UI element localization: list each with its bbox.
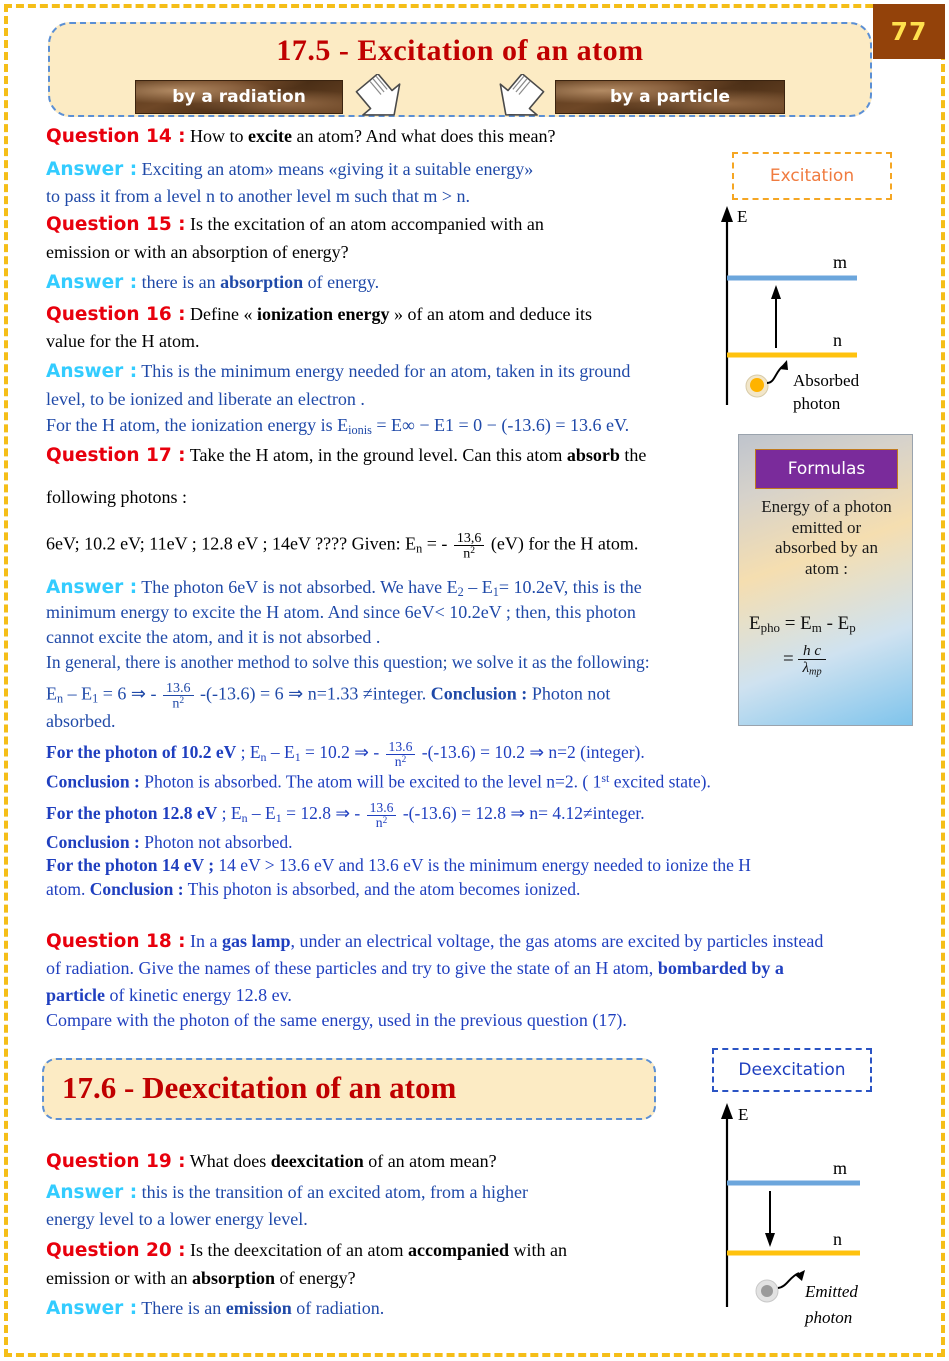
case-14-label: For the photon 14 eV ; — [46, 855, 215, 875]
case-14-text-a: 14 eV > 13.6 eV and 13.6 eV is the minimum energy needed to ionize the H — [214, 855, 751, 875]
question-19-text-b: of an atom mean? — [363, 1151, 497, 1171]
answer-19-label: Answer : — [46, 1182, 138, 1203]
answer-16-text-1: This is the minimum energy needed for an atom, taken in its ground — [141, 361, 631, 381]
answer-20-bold: emission — [225, 1298, 292, 1318]
fraction-numerator-hc: h c — [798, 643, 825, 660]
deexcitation-caption-box — [712, 1048, 872, 1092]
question-18-line3-bold: particle — [46, 985, 105, 1005]
formulas-desc-line-3: absorbed by an — [775, 538, 878, 558]
case-12-8-conclusion-label: Conclusion : — [46, 832, 140, 852]
answer-20 — [46, 1299, 384, 1319]
question-20-line-2 — [46, 1269, 356, 1289]
answer-17-line-3: cannot excite the atom, and it is not absorbed . — [46, 627, 381, 647]
fraction-numerator: 13.6 — [163, 681, 194, 696]
case-10-2-c: = 10.2 ⇒ - — [300, 742, 384, 763]
page-number-value: 77 — [890, 17, 928, 46]
question-18-line-4: Compare with the photon of the same energy, used in the previous question (17). — [46, 1010, 627, 1030]
answer-17-conclusion-label: Conclusion : — [430, 683, 528, 704]
transition-arrow-head — [765, 1233, 775, 1247]
question-15-text-1: Is the excitation of an atom accompanied with an — [190, 214, 544, 234]
formulas-card-title-label: Formulas — [787, 459, 866, 479]
formulas-card — [738, 434, 913, 726]
emitted-photon-label-line2: photon — [805, 1308, 853, 1327]
answer-16-line-3 — [46, 416, 629, 438]
question-15-label: Question 15 : — [46, 214, 186, 235]
chip-by-a-particle-label: by a particle — [610, 87, 730, 107]
case-10-2-sub1: n — [260, 750, 267, 765]
fraction-den-exp: 2 — [382, 815, 388, 826]
question-18-b: , under an electrical voltage, the gas atoms are excited by particles instead — [290, 931, 824, 951]
fraction-denominator — [454, 546, 485, 560]
question-14-label: Question 14 : — [46, 126, 186, 147]
question-17-text-bold: absorb — [566, 445, 620, 465]
excitation-energy-level-diagram — [705, 200, 905, 415]
case-10-2-sub2: 1 — [294, 750, 301, 765]
answer-20-post: of radiation. — [291, 1298, 385, 1318]
section-banner-17-5 — [48, 22, 872, 117]
case-12-8-sub2: 1 — [275, 811, 282, 826]
question-17-text-pre: Take the H atom, in the ground level. Can this atom — [189, 445, 567, 465]
case-12-8-d: -(-13.6) = 12.8 ⇒ n= 4.12≠integer. — [398, 803, 645, 824]
level-label-m: m — [833, 252, 848, 272]
question-16-text-post: » of an atom and deduce its — [389, 304, 592, 324]
case-14-conclusion-text: This photon is absorbed, and the atom becomes ionized. — [183, 879, 581, 899]
question-20-b: with an — [508, 1240, 567, 1260]
case-12-8-ev — [46, 801, 645, 829]
formulas-desc-line-2: emitted or — [791, 517, 862, 537]
question-19-text-a: What does — [189, 1151, 271, 1171]
emitted-photon-label-line1: Emitted — [805, 1282, 858, 1301]
answer-14-line-2: to pass it from a level n to another level m such that m > n. — [46, 186, 471, 206]
answer-17-l5-sub1: n — [57, 691, 64, 706]
fraction-13-6-over-n2 — [454, 531, 485, 560]
fraction-denominator-lambda — [798, 660, 825, 678]
case-12-8-c: = 12.8 ⇒ - — [281, 803, 365, 824]
answer-16-line-3-pre: For the H atom, the ionization energy is E — [46, 415, 349, 435]
answer-15-label: Answer : — [46, 272, 138, 293]
case-10-2-ev — [46, 740, 645, 768]
deexcitation-caption-label: Deexcitation — [738, 1060, 846, 1080]
case-10-2-conclusion-sup: st — [601, 771, 610, 785]
question-14 — [46, 127, 555, 147]
fraction-denominator — [163, 696, 194, 710]
question-17-en-sub: n — [416, 541, 423, 556]
question-19-text-bold: deexcitation — [270, 1151, 364, 1171]
question-16-line-1 — [46, 305, 592, 325]
answer-14-label: Answer : — [46, 159, 138, 180]
chip-by-a-radiation — [135, 80, 343, 114]
fraction-den-exp: 2 — [470, 545, 476, 557]
formula-eq2-equals: = — [783, 648, 794, 670]
case-10-2-conclusion-label: Conclusion : — [46, 771, 140, 792]
case-10-2-a: ; E — [236, 742, 261, 763]
formula-e-pho-sub: pho — [760, 620, 780, 636]
fraction-13-6-over-n2 — [367, 801, 397, 829]
answer-17-text-c: = 10.2eV, this is the — [498, 577, 642, 597]
question-16-text-bold: ionization energy — [257, 304, 390, 324]
question-18-a: In a — [190, 931, 223, 951]
case-10-2-label: For the photon of 10.2 eV — [46, 742, 237, 763]
question-20-a: Is the deexcitation of an atom — [190, 1240, 408, 1260]
case-12-8-b: – E — [247, 803, 276, 824]
formula-eq-mid: = E — [779, 613, 812, 634]
answer-16-line-3-post: = E∞ − E1 = 0 − (-13.6) = 13.6 eV. — [371, 415, 630, 435]
level-label-m: m — [833, 1158, 848, 1178]
question-18-line-1 — [46, 932, 823, 952]
case-10-2-b: – E — [266, 742, 295, 763]
answer-16-line-2: level, to be ionized and liberate an electron . — [46, 389, 365, 409]
case-12-8-conclusion — [46, 833, 292, 852]
formula-e-m-sub: m — [811, 620, 822, 636]
section-title-17-5: 17.5 - Excitation of an atom — [276, 34, 644, 67]
case-10-2-d: -(-13.6) = 10.2 ⇒ n=2 (integer). — [417, 742, 645, 763]
answer-17-l5-d: -(-13.6) = 6 ⇒ n=1.33 ≠integer. — [195, 683, 431, 704]
question-20-bold-accompanied: accompanied — [407, 1240, 509, 1260]
lambda-symbol: λ — [802, 658, 810, 676]
formulas-desc-line-4: atom : — [805, 559, 848, 579]
transition-arrow-head — [771, 285, 781, 299]
fraction-den-base: n — [463, 545, 471, 562]
question-20-line-1 — [46, 1241, 567, 1261]
answer-15-bold: absorption — [220, 272, 304, 292]
question-16-text-pre: Define « — [190, 304, 258, 324]
question-20-line2-b: of energy? — [275, 1268, 356, 1288]
question-18-line2-bold: bombarded by a — [657, 958, 784, 978]
question-18-label: Question 18 : — [46, 931, 186, 952]
case-14-conclusion — [46, 880, 580, 899]
fraction-13-6-over-n2 — [163, 681, 194, 710]
fraction-den-base: n — [172, 695, 180, 712]
question-20-bold-absorption: absorption — [192, 1268, 276, 1288]
answer-15-post: of energy. — [303, 272, 380, 292]
lambda-sub: mp — [809, 666, 822, 678]
question-19 — [46, 1152, 497, 1172]
fraction-numerator: 13,6 — [454, 531, 485, 546]
fraction-numerator: 13.6 — [386, 740, 416, 755]
energy-axis-arrowhead — [721, 1103, 733, 1119]
case-10-2-conclusion-a: Photon is absorbed. The atom will be excited to the level n=2. ( 1 — [139, 771, 602, 792]
energy-axis-label: E — [737, 207, 748, 226]
case-12-8-sub1: n — [241, 811, 248, 826]
answer-17-l5-e: Photon not — [527, 683, 611, 704]
photon-path-arrowhead — [779, 360, 788, 370]
answer-19-text-1: this is the transition of an excited atom, from a higher — [141, 1182, 529, 1202]
level-label-n: n — [833, 330, 842, 350]
answer-17-line-5 — [46, 681, 610, 710]
answer-17-sub-2: 1 — [492, 585, 499, 600]
fraction-numerator: 13.6 — [367, 801, 397, 816]
answer-14-text-1: Exciting an atom» means «giving it a suitable energy» — [141, 159, 534, 179]
fraction-denominator — [367, 816, 397, 830]
formula-e-p-sub: p — [849, 620, 856, 636]
case-12-8-label: For the photon 12.8 eV — [46, 803, 218, 824]
energy-axis-label: E — [738, 1105, 749, 1124]
fraction-den-exp: 2 — [179, 695, 185, 707]
case-10-2-conclusion — [46, 772, 711, 792]
answer-19-line-1 — [46, 1183, 528, 1203]
question-16-label: Question 16 : — [46, 304, 186, 325]
fraction-den-base: n — [375, 814, 383, 830]
answer-17-label: Answer : — [46, 577, 138, 598]
fraction-hc-over-lambda — [798, 643, 825, 678]
answer-16-label: Answer : — [46, 361, 138, 382]
formula-equation-line-1 — [749, 613, 909, 636]
formulas-desc-line-1: Energy of a photon — [761, 497, 892, 516]
answer-17-l5-sub2: 1 — [92, 691, 99, 706]
question-17-line-1 — [46, 446, 646, 466]
emitted-photon-dot-icon — [761, 1285, 773, 1297]
question-18-line-3 — [46, 986, 292, 1006]
absorbed-photon-dot-icon — [750, 378, 764, 392]
question-15-line-2: emission or with an absorption of energy? — [46, 242, 349, 262]
question-17-label: Question 17 : — [46, 445, 186, 466]
chip-by-a-particle — [555, 80, 785, 114]
fraction-denominator — [386, 755, 416, 769]
question-18-line3-a: of kinetic energy 12.8 ev. — [104, 985, 292, 1005]
fraction-den-base: n — [394, 753, 402, 769]
arrow-down-right-icon — [490, 74, 550, 122]
question-14-text-a: How to — [190, 126, 249, 146]
answer-17-sub-1: 2 — [457, 585, 464, 600]
answer-17-line-4: In general, there is another method to solve this question; we solve it as the following: — [46, 652, 650, 672]
formulas-card-title — [755, 449, 898, 489]
excitation-caption-box — [732, 152, 892, 200]
case-14-conclusion-label: Conclusion : — [89, 879, 184, 899]
question-17-eq-mid: = - — [422, 533, 452, 554]
formulas-description — [747, 497, 906, 580]
section-title-17-6: 17.6 - Deexcitation of an atom — [62, 1070, 457, 1105]
chip-by-a-radiation-label: by a radiation — [172, 87, 306, 107]
absorbed-photon-label-line1: Absorbed — [793, 371, 860, 390]
case-14-text-b: atom. — [46, 879, 90, 899]
question-18-bold-gas-lamp: gas lamp — [222, 931, 291, 951]
question-16-line-2: value for the H atom. — [46, 331, 200, 351]
photon-path-arrowhead — [795, 1270, 805, 1281]
question-18-line2-a: of radiation. Give the names of these particles and try to give the state of an H atom, — [46, 958, 658, 978]
question-14-text-bold: excite — [248, 126, 293, 146]
energy-axis-arrowhead — [721, 206, 733, 222]
answer-16-line-1 — [46, 362, 630, 382]
formula-equation-line-2 — [783, 643, 913, 678]
question-19-label: Question 19 : — [46, 1151, 186, 1172]
answer-17-line-2: minimum energy to excite the H atom. And since 6eV< 10.2eV ; then, this photon — [46, 602, 636, 622]
question-17-eq-tail: (eV) for the H atom. — [486, 533, 639, 554]
answer-17-l5-b: – E — [63, 683, 93, 704]
answer-19-line-2: energy level to a lower energy level. — [46, 1209, 308, 1229]
question-18-line-2 — [46, 959, 784, 979]
fraction-13-6-over-n2 — [386, 740, 416, 768]
question-20-line2-a: emission or with an — [46, 1268, 192, 1288]
formula-eq-minus: - E — [821, 613, 850, 634]
case-12-8-conclusion-text: Photon not absorbed. — [139, 832, 293, 852]
answer-20-label: Answer : — [46, 1298, 138, 1319]
question-17-line-3 — [46, 531, 638, 560]
case-10-2-conclusion-b: excited state). — [609, 771, 711, 792]
answer-17-line-1 — [46, 578, 642, 600]
answer-16-line-3-sub: ionis — [348, 423, 372, 438]
arrow-down-left-icon — [350, 74, 410, 122]
deexcitation-energy-level-diagram — [705, 1095, 915, 1355]
answer-17-line-6: absorbed. — [46, 711, 116, 731]
answer-14-line-1 — [46, 160, 533, 180]
question-17-text-post: the — [619, 445, 647, 465]
question-20-label: Question 20 : — [46, 1240, 186, 1261]
answer-15 — [46, 273, 379, 293]
section-banner-17-6 — [42, 1058, 656, 1120]
excitation-caption-label: Excitation — [769, 166, 855, 186]
question-15-line-1 — [46, 215, 544, 235]
level-label-n: n — [833, 1229, 842, 1249]
answer-17-text-a: The photon 6eV is not absorbed. We have E — [141, 577, 458, 597]
fraction-den-exp: 2 — [401, 754, 407, 765]
formula-e-pho: E — [749, 613, 761, 634]
page-number-badge — [873, 4, 945, 59]
answer-15-pre: there is an — [141, 272, 221, 292]
answer-17-l5-a: E — [46, 683, 57, 704]
answer-20-pre: There is an — [141, 1298, 226, 1318]
case-12-8-a: ; E — [217, 803, 242, 824]
question-14-text-c: an atom? And what does this mean? — [292, 126, 556, 146]
case-14-ev — [46, 856, 751, 875]
answer-17-text-b: – E — [463, 577, 493, 597]
answer-17-l5-c: = 6 ⇒ - — [98, 683, 161, 704]
question-17-line-2: following photons : — [46, 487, 188, 507]
absorbed-photon-label-line2: photon — [793, 394, 841, 413]
question-17-photons-list: 6eV; 10.2 eV; 11eV ; 12.8 eV ; 14eV ???? Given: E — [46, 533, 417, 554]
